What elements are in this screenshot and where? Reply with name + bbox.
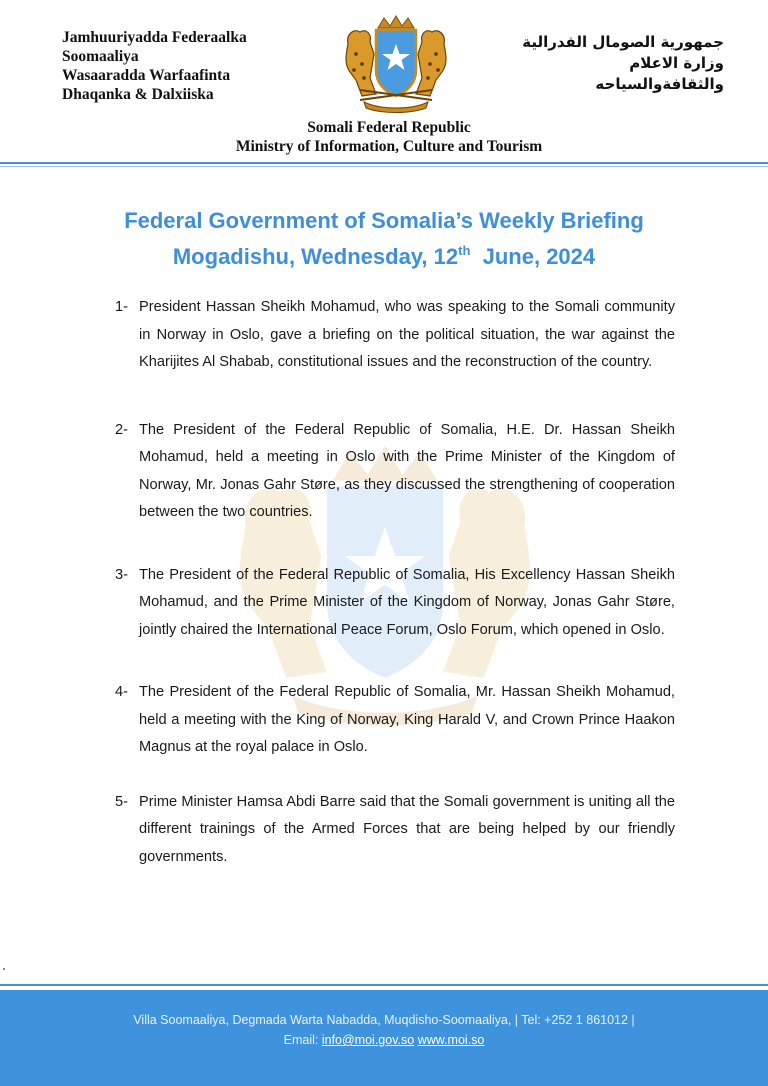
briefing-items-list	[115, 294, 675, 871]
letterhead-somali-line: Wasaaradda Warfaafinta	[62, 67, 231, 84]
item-text: President Hassan Sheikh Mohamud, who was speaking to the Somali community in Norway in Oslo, gave a briefing on the political situation, the war against the Kharijites Al Shabab, constitutional issues and the reconstruction of the country.	[139, 299, 675, 370]
letterhead-somali-line: Dhaqanka & Dalxiiska	[62, 86, 214, 103]
header-divider-thin	[0, 166, 768, 167]
item-text: Prime Minister Hamsa Abdi Barre said that the Somali government is uniting all the different trainings of the Armed Forces that are being helped by our friendly governments.	[139, 793, 675, 865]
item-number: 1-	[115, 299, 128, 315]
footer	[0, 990, 768, 1086]
briefing-title	[0, 206, 768, 272]
letterhead-somali-line: Soomaaliya	[62, 48, 139, 65]
header-divider	[0, 162, 768, 164]
stray-mark	[3, 968, 5, 970]
item-text: The President of the Federal Republic of Somalia, His Excellency Hassan Sheikh Mohamud, and the Prime Minister of the Kingdom of Norway, Jonas Gahr Støre, jointly chaired the International Peace Forum, Oslo Forum, which opened in Oslo.	[139, 566, 675, 638]
item-number: 5-	[115, 793, 128, 810]
letterhead-arabic-line: والثقافةوالسياحه	[595, 75, 724, 93]
footer-address: Villa Soomaaliya, Degmada Warta Nabadda, Muqdisho-Soomaaliya, | Tel: +252 1 861012 |	[133, 1013, 635, 1027]
list-item	[115, 294, 675, 377]
item-text: The President of the Federal Republic of Somalia, Mr. Hassan Sheikh Mohamud, held a meeting with the King of Norway, King Harald V, and Crown Prince Haakon Magnus at the royal palace in Oslo.	[139, 684, 675, 755]
item-number: 4-	[115, 684, 128, 700]
item-number: 2-	[115, 421, 128, 438]
item-number: 3-	[115, 566, 128, 583]
list-item	[115, 789, 675, 872]
somalia-coat-of-arms-icon	[340, 14, 452, 114]
list-item	[115, 417, 675, 527]
list-item	[115, 679, 675, 762]
footer-divider	[0, 984, 768, 986]
briefing-date-superscript: th	[458, 243, 471, 258]
footer-website-link[interactable]: www.moi.so	[417, 1033, 485, 1047]
ministry-name: Ministry of Information, Culture and Tourism	[235, 138, 543, 155]
letterhead	[0, 0, 768, 170]
footer-email-link[interactable]: info@moi.gov.so	[321, 1033, 415, 1047]
briefing-date-prefix: Mogadishu, Wednesday, 12	[172, 244, 459, 269]
footer-contact	[0, 1030, 768, 1050]
letterhead-somali-line: Jamhuuriyadda Federaalka	[62, 29, 247, 46]
letterhead-arabic-line: جمهورية الصومال الفدرالية	[522, 33, 724, 51]
list-item	[115, 562, 675, 645]
briefing-title-line1: Federal Government of Somalia’s Weekly Briefing	[124, 208, 644, 233]
footer-email-label: Email:	[283, 1033, 319, 1047]
letterhead-somali-text	[62, 28, 247, 104]
republic-name: Somali Federal Republic	[307, 119, 471, 136]
briefing-date-line	[0, 236, 768, 272]
item-text: The President of the Federal Republic of Somalia, H.E. Dr. Hassan Sheikh Mohamud, held a meeting in Oslo with the Prime Minister of the Kingdom of Norway, Mr. Jonas Gahr Støre, as they discussed the strengthening of cooperation between the two countries.	[139, 421, 675, 520]
letterhead-arabic-line: وزارة الاعلام	[629, 54, 724, 72]
letterhead-english-text	[0, 118, 768, 156]
briefing-date-suffix: June, 2024	[470, 244, 596, 269]
letterhead-arabic-text	[522, 32, 724, 95]
